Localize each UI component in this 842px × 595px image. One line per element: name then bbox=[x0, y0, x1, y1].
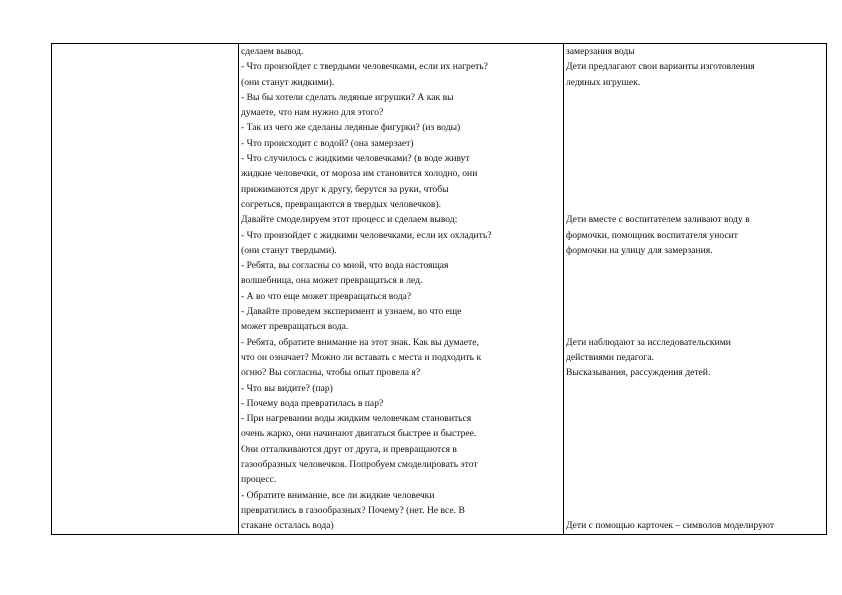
text-line: - Ребята, вы согласны со мной, что вода настоящая bbox=[241, 260, 449, 272]
text-line: - Ребята, обратите внимание на этот знак. Как вы думаете, bbox=[241, 336, 479, 348]
text-line: ледяных игрушек. bbox=[566, 76, 641, 88]
text-line: - Почему вода превратилась в пар? bbox=[241, 397, 384, 409]
text-line: - А во что еще может превращаться вода? bbox=[241, 290, 412, 302]
text-line: - Что произойдет с твердыми человечками, если их нагреть? bbox=[241, 61, 488, 73]
text-line: формочки, помощник воспитателя уносит bbox=[566, 229, 738, 241]
text-line: процесс. bbox=[241, 474, 277, 486]
text-line: превратились в газообразных? Почему? (нет. Не все. В bbox=[241, 504, 465, 516]
text-line: - Обратите внимание, все ли жидкие человечки bbox=[241, 489, 435, 501]
text-line: Давайте смоделируем этот процесс и сделаем вывод: bbox=[241, 214, 458, 226]
text-line: - Что произойдет с жидкими человечками, если их охладить? bbox=[241, 229, 492, 241]
stage-column-cell bbox=[52, 44, 239, 535]
text-line: Дети предлагают свои варианты изготовления bbox=[566, 61, 755, 73]
text-line: думаете, что нам нужно для этого? bbox=[241, 107, 384, 119]
text-line: что он означает? Можно ли вставать с места и подходить к bbox=[241, 351, 482, 363]
teacher-activity-cell bbox=[239, 44, 564, 535]
text-line: волшебница, она может превращаться в лед. bbox=[241, 275, 423, 287]
text-line: - При нагревании воды жидким человечкам становиться bbox=[241, 413, 472, 425]
text-line: действиями педагога. bbox=[566, 351, 654, 363]
text-line: газообразных человечков. Попробуем смоделировать этот bbox=[241, 459, 478, 471]
text-line: стакане осталась вода) bbox=[241, 520, 334, 532]
text-line: может превращаться вода. bbox=[241, 321, 349, 333]
text-line: Дети вместе с воспитателем заливают воду в bbox=[566, 214, 750, 226]
text-line: Дети наблюдают за исследовательскими bbox=[566, 336, 731, 348]
text-line: - Вы бы хотели сделать ледяные игрушки? А как вы bbox=[241, 91, 454, 103]
text-line: - Давайте проведем эксперимент и узнаем, во что еще bbox=[241, 306, 462, 318]
text-line: Дети с помощью карточек – символов моделируют bbox=[566, 520, 775, 532]
children-activity-cell bbox=[564, 44, 827, 535]
lesson-plan-table bbox=[51, 43, 827, 535]
text-line: (они станут жидкими). bbox=[241, 76, 335, 88]
text-line: согреться, превращаются в твердых человечков). bbox=[241, 198, 442, 210]
text-line: огню? Вы согласны, чтобы опыт провела я? bbox=[241, 367, 421, 379]
text-line: прижимаются друг к другу, берутся за руки, чтобы bbox=[241, 183, 449, 195]
text-line: - Так из чего же сделаны ледяные фигурки? (из воды) bbox=[241, 122, 461, 134]
text-line: формочки на улицу для замерзания. bbox=[566, 244, 713, 256]
text-line: - Что случилось с жидкими человечками? (в воде живут bbox=[241, 153, 470, 165]
text-line: (они станут твердыми). bbox=[241, 244, 337, 256]
text-line: жидкие человечки, от мороза им становится холодно, они bbox=[241, 168, 478, 180]
text-line: сделаем вывод. bbox=[241, 46, 304, 57]
text-line: - Что вы видите? (пар) bbox=[241, 382, 333, 394]
text-line: замерзания воды bbox=[566, 46, 635, 57]
text-line: очень жарко, они начинают двигаться быстрее и быстрее. bbox=[241, 428, 477, 440]
text-line: Они отталкиваются друг от друга, и превращаются в bbox=[241, 443, 457, 455]
text-line: - Что происходит с водой? (она замерзает) bbox=[241, 137, 414, 149]
text-line: Высказывания, рассуждения детей. bbox=[566, 367, 711, 379]
table-row bbox=[52, 44, 827, 535]
